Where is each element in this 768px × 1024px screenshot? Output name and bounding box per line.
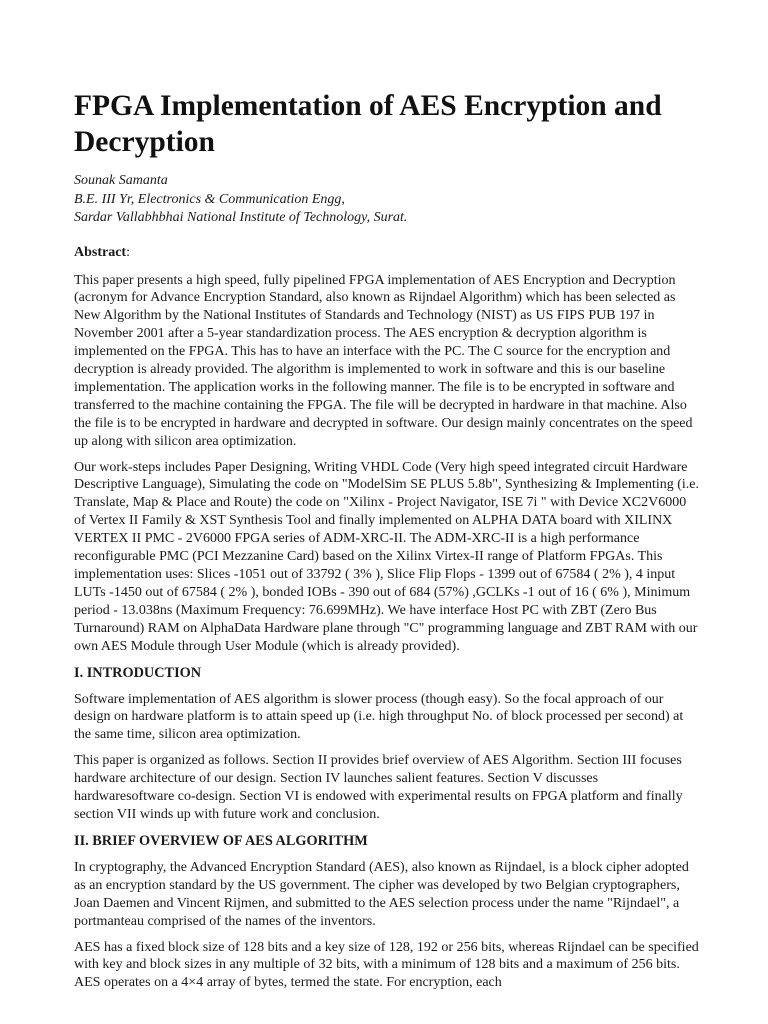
aes-overview-paragraph-2: AES has a fixed block size of 128 bits and a key size of 128, 192 or 256 bits, whereas Rijndael can be specified with key and block sizes in any multiple of 32 bits, with a minimum of 128 bits and a maximum of 256 bits. AES operates on a 4×4 array of bytes, termed the state. For encryption, each [74, 939, 699, 991]
section-heading-aes-overview: II. BRIEF OVERVIEW OF AES ALGORITHM [74, 832, 368, 849]
author-affiliation-2: Sardar Vallabhbhai National Institute of Technology, Surat. [74, 210, 408, 225]
abstract-colon: : [126, 244, 130, 260]
abstract-paragraph-1: This paper presents a high speed, fully pipelined FPGA implementation of AES Encryption and Decryption (acronym for Advance Encryption Standard, also known as Rijndael Algorithm) which has been selected as New Algorithm by the National Institutes of Standards and Technology (NIST) as US FIPS PUB 197 in November 2001 after a 5-year standardization process. The AES encryption & decryption algorithm is implemented on the FPGA. This has to have an interface with the PC. The C source for the encryption and decryption is already provided. The algorithm is implemented to work in software and this is our baseline implementation. The application works in the following manner. The file is to be encrypted in software and transferred to the machine containing the FPGA. The file will be decrypted in hardware in that machine. Also the file is to be encrypted in hardware and decrypted in software. Our design mainly concentrates on the speed up along with silicon area optimization. [74, 272, 693, 449]
introduction-paragraph-1: Software implementation of AES algorithm is slower process (though easy). So the focal approach of our design on hardware platform is to attain speed up (i.e. high throughput No. of block processed per second) at the same time, silicon area optimization. [74, 691, 684, 743]
paper-title: FPGA Implementation of AES Encryption and Decryption [74, 90, 662, 158]
author-affiliation-1: B.E. III Yr, Electronics & Communication Engg, [74, 191, 345, 207]
author-name: Sounak Samanta [74, 173, 168, 188]
section-heading-introduction: I. INTRODUCTION [74, 664, 202, 681]
introduction-paragraph-2: This paper is organized as follows. Section II provides brief overview of AES Algorithm. Section III focuses hardware architecture of our design. Section IV launches salient features. Section V discusses hardwaresoftware co-design. Section VI is endowed with experimental results on FPGA platform and finally section VII winds up with future work and conclusion. [74, 753, 683, 822]
abstract-paragraph-2: Our work-steps includes Paper Designing, Writing VHDL Code (Very high speed integrated circuit Hardware Descriptive Language), Simulating the code on "ModelSim SE PLUS 5.8b", Synthesizing & Implementing (i.e. Translate, Map & Place and Route) the code on "Xilinx - Project Navigator, ISE 7i " with Device XC2V6000 of Vertex II Family & XST Synthesis Tool and finally implemented on ALPHA DATA board with XILINX VERTEX II PMC - 2V6000 FPGA series of ADM-XRC-II. The ADM-XRC-II is a high performance reconfigurable PMC (PCI Mezzanine Card) based on the Xilinx Virtex-II range of Platform FPGAs. This implementation uses: Slices -1051 out of 33792 ( 3% ), Slice Flip Flops - 1399 out of 67584 ( 2% ), 4 input LUTs -1450 out of 67584 ( 2% ), bonded IOBs - 390 out of 684 (57%) ,GCLKs -1 out of 16 ( 6% ), Minimum period - 13.038ns (Maximum Frequency: 76.699MHz). We have interface Host PC with ZBT (Zero Bus Turnaround) RAM on AlphaData Hardware plane through "C" programming language and ZBT RAM with our own AES Module through User Module (which is already provided). [74, 459, 700, 654]
abstract-label: Abstract [74, 244, 127, 260]
abstract-heading [74, 244, 700, 262]
aes-overview-paragraph-1: In cryptography, the Advanced Encryption Standard (AES), also known as Rijndael, is a block cipher adopted as an encryption standard by the US government. The cipher was developed by two Belgian cryptographers, Joan Daemen and Vincent Rijmen, and submitted to the AES selection process under the name "Rijndael", a portmanteau comprised of the names of the inventors. [74, 859, 689, 929]
